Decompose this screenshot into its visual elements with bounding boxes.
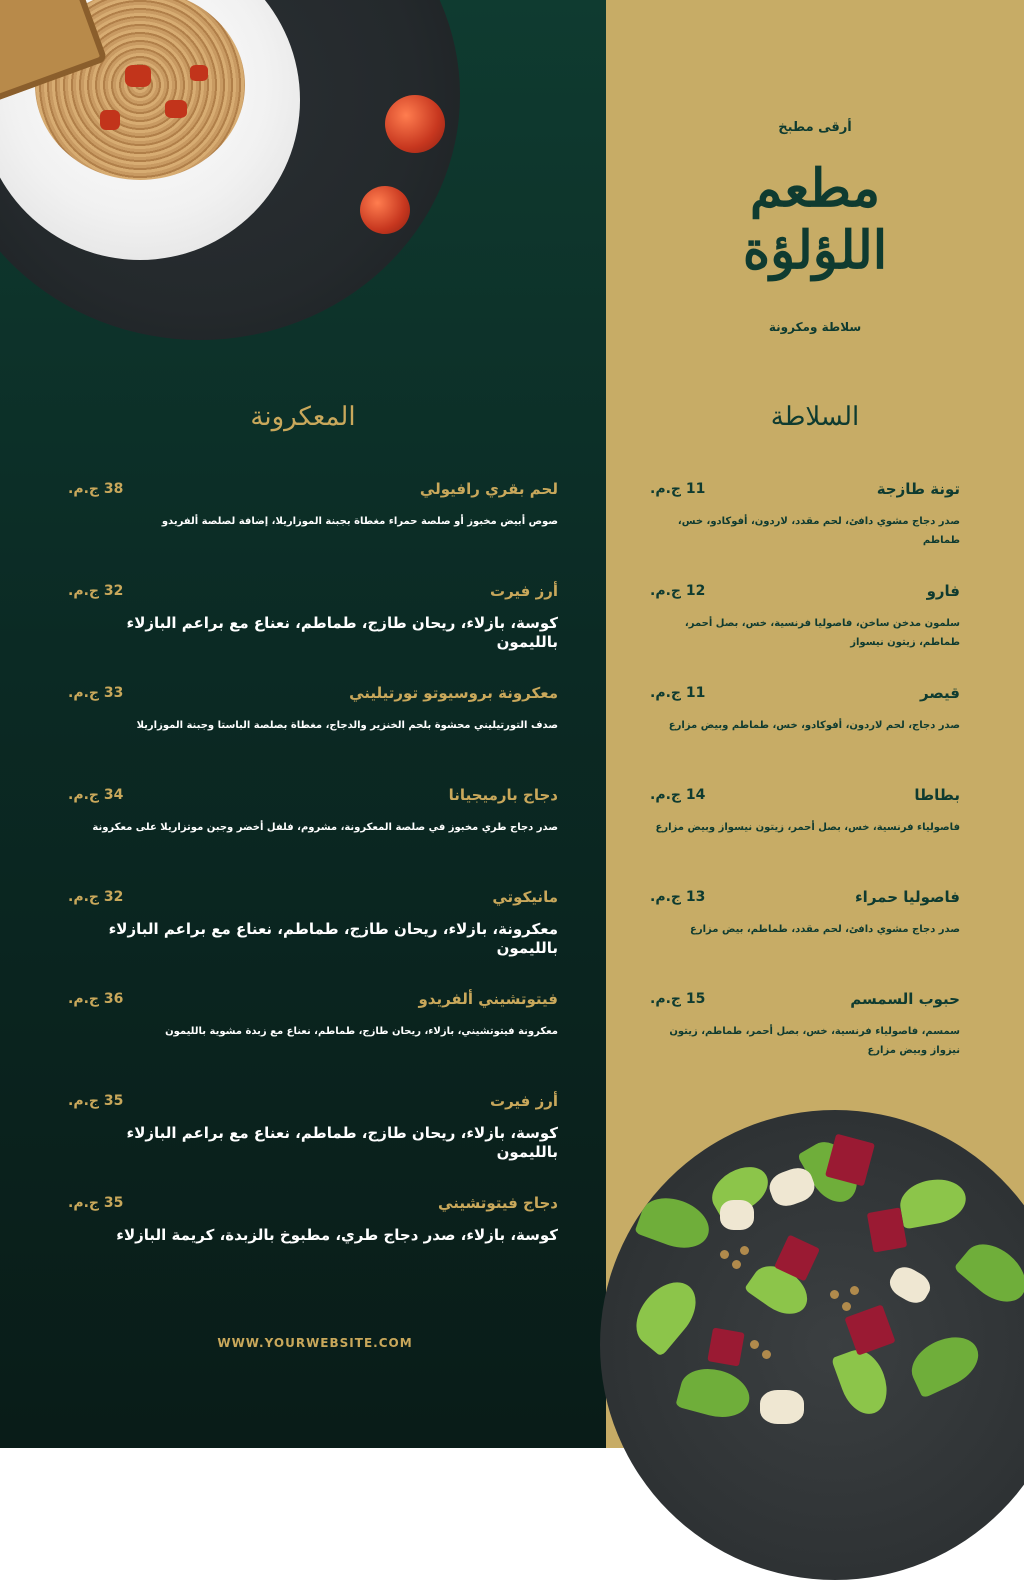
pasta-item <box>68 1092 558 1194</box>
lentil <box>750 1340 759 1349</box>
tomato <box>360 186 410 234</box>
pasta-item <box>68 990 558 1092</box>
item-description: صدر دجاج مشوي دافئ، لحم مقدد، لاردون، أفوكادو، خس، طماطم <box>677 516 960 546</box>
item-description: صدر دجاج مشوي دافئ، لحم مقدد، طماطم، بيض مزارع <box>690 924 960 935</box>
item-price: 11 ج.م. <box>650 481 706 497</box>
item-name: بطاطا <box>914 786 960 804</box>
lentil <box>762 1350 771 1359</box>
beet <box>844 1304 895 1355</box>
item-price: 12 ج.م. <box>650 583 706 599</box>
pepper-piece <box>165 100 187 118</box>
pasta-item <box>68 582 558 684</box>
item-price: 38 ج.م. <box>68 481 124 497</box>
item-name: قيصر <box>919 684 960 702</box>
item-price: 32 ج.م. <box>68 583 124 599</box>
item-name: أرز فيرت <box>490 582 558 600</box>
item-description: صدف التورتيليني محشوة بلحم الخنزير والدجاج، مغطاة بصلصة الباستا وجبنة الموزاريلا <box>136 720 558 731</box>
item-name: أرز فيرت <box>490 1092 558 1110</box>
item-name: تونة طازجة <box>876 480 960 498</box>
pear-slice <box>720 1200 754 1230</box>
lentil <box>842 1302 851 1311</box>
item-price: 35 ج.م. <box>68 1093 124 1109</box>
salad-item <box>650 786 960 888</box>
pasta-item <box>68 684 558 786</box>
item-name: مانيكوتي <box>492 888 558 906</box>
pear-slice <box>885 1262 935 1308</box>
item-price: 13 ج.م. <box>650 889 706 905</box>
item-name: معكرونة بروسيوتو تورتيليني <box>349 684 558 702</box>
lentil <box>830 1290 839 1299</box>
pepper-piece <box>125 65 151 87</box>
pasta-item <box>68 888 558 990</box>
pasta-section-title: المعكرونة <box>250 402 356 432</box>
beet <box>707 1327 744 1366</box>
item-name: دجاج فيتوتشيني <box>438 1194 558 1212</box>
pasta-item <box>68 480 558 582</box>
restaurant-name <box>606 158 1024 282</box>
item-description: صدر دجاج، لحم لاردون، أفوكادو، خس، طماطم وبيض مزارع <box>668 720 960 731</box>
item-price: 14 ج.م. <box>650 787 706 803</box>
pasta-item <box>68 1194 558 1296</box>
item-description: فاصولياء فرنسية، خس، بصل أحمر، زيتون نيسواز وبيض مزارع <box>655 822 960 833</box>
leaf <box>897 1175 970 1230</box>
leaf <box>624 1271 707 1357</box>
salad-item <box>650 582 960 684</box>
item-description: صوص أبيض مخبوز أو صلصة حمراء مغطاة بجبنة الموزاريلا، إضافة لصلصة ألفريدو <box>161 516 558 527</box>
salad-item <box>650 888 960 990</box>
lentil <box>720 1250 729 1259</box>
leaf <box>953 1233 1024 1313</box>
item-price: 36 ج.م. <box>68 991 124 1007</box>
item-name: دجاج بارميجيانا <box>448 786 558 804</box>
item-price: 34 ج.م. <box>68 787 124 803</box>
item-description: معكرونة فيتوتشيني، بازلاء، ريحان طازج، طماطم، نعناع مع زبدة مشوية بالليمون <box>165 1026 558 1037</box>
leaf <box>904 1327 987 1398</box>
salad-section-title: السلاطة <box>770 402 860 432</box>
leaf <box>831 1343 895 1420</box>
item-name: فاصوليا حمراء <box>855 888 960 906</box>
restaurant-name-line2: اللؤلؤة <box>742 220 888 281</box>
restaurant-name-line1: مطعم <box>749 158 881 219</box>
item-description: كوسة، بازلاء، صدر دجاج طري، مطبوخ بالزبدة، كريمة البازلاء <box>116 1226 558 1244</box>
beet <box>867 1207 907 1252</box>
item-description: معكرونة، بازلاء، ريحان طازج، طماطم، نعناع مع براعم البازلاء بالليمون <box>108 920 558 957</box>
item-name: فارو <box>926 582 960 600</box>
lentil <box>732 1260 741 1269</box>
item-description: سلمون مدخن ساخن، فاصوليا فرنسية، خس، بصل أحمر، طماطم، زيتون نيسواز <box>684 618 960 648</box>
item-name: لحم بقري رافيولي <box>419 480 558 498</box>
pepper-piece <box>190 65 208 81</box>
website-link[interactable]: WWW.YOURWEBSITE.COM <box>217 1336 413 1350</box>
salad-item <box>650 990 960 1092</box>
item-description: كوسة، بازلاء، ريحان طازج، طماطم، نعناع مع براعم البازلاء بالليمون <box>126 614 558 651</box>
item-description: كوسة، بازلاء، ريحان طازج، طماطم، نعناع مع براعم البازلاء بالليمون <box>126 1124 558 1161</box>
pasta-list <box>68 480 558 1296</box>
pepper-piece <box>100 110 120 130</box>
pasta-item <box>68 786 558 888</box>
item-description: صدر دجاج طري مخبوز في صلصة المعكرونة، مشروم، فلفل أخضر وجبن موتزاريلا على معكرونة <box>92 822 558 833</box>
lentil <box>850 1286 859 1295</box>
item-price: 32 ج.م. <box>68 889 124 905</box>
item-name: حبوب السمسم <box>850 990 960 1008</box>
item-price: 15 ج.م. <box>650 991 706 1007</box>
salad-list <box>650 480 960 1092</box>
item-price: 11 ج.م. <box>650 685 706 701</box>
item-price: 35 ج.م. <box>68 1195 124 1211</box>
salad-item <box>650 684 960 786</box>
item-price: 33 ج.م. <box>68 685 124 701</box>
item-description: سمسم، فاصولياء فرنسية، خس، بصل أحمر، طماطم، زيتون نيزواز وبيض مزارع <box>669 1026 960 1056</box>
item-name: فيتوتشيني ألفريدو <box>418 990 558 1008</box>
salad-item <box>650 480 960 582</box>
leaf <box>675 1362 755 1425</box>
tomato <box>385 95 445 153</box>
brand-subtitle: أرقى مطبخ <box>778 120 852 135</box>
pear-slice <box>760 1390 804 1424</box>
lentil <box>740 1246 749 1255</box>
brand-tagline: سلاطة ومكرونة <box>768 320 862 334</box>
